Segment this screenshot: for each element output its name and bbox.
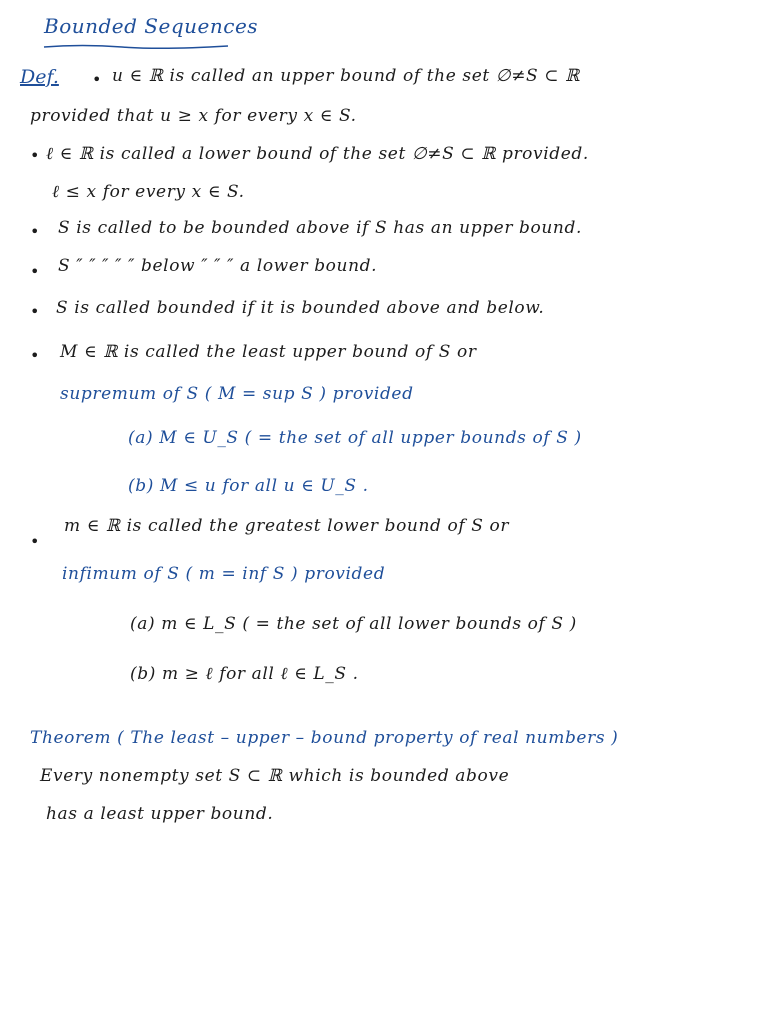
bullet-marker: • — [30, 346, 40, 365]
theorem-statement: Every nonempty set S ⊂ ℝ which is bounded above — [40, 766, 510, 786]
definition-label: Def. — [20, 66, 59, 88]
infimum-condition-a: (a) m ∈ L_S ( = the set of all lower bounds of S ) — [130, 614, 577, 634]
theorem-statement-cont: has a least upper bound. — [46, 804, 274, 824]
theorem-heading: Theorem ( The least – upper – bound property of real numbers ) — [30, 728, 619, 748]
title-underline — [42, 44, 230, 50]
def-supremum: M ∈ ℝ is called the least upper bound of S or — [60, 342, 477, 362]
def-bounded: S is called bounded if it is bounded above and below. — [56, 298, 545, 318]
def-bounded-below: S ″ ″ ″ ″ ″ below ″ ″ ″ a lower bound. — [58, 256, 378, 276]
supremum-condition-b: (b) M ≤ u for all u ∈ U_S . — [128, 476, 369, 496]
def-infimum: m ∈ ℝ is called the greatest lower bound of S or — [64, 516, 510, 536]
bullet-marker: • — [30, 222, 40, 241]
def-lower-bound-cont: ℓ ≤ x for every x ∈ S. — [52, 182, 245, 202]
def-bounded-above: S is called to be bounded above if S has an upper bound. — [58, 218, 582, 238]
bullet-marker: • — [30, 302, 40, 321]
supremum-condition-a: (a) M ∈ U_S ( = the set of all upper bounds of S ) — [128, 428, 582, 448]
page-title: Bounded Sequences — [44, 14, 259, 38]
infimum-condition-b: (b) m ≥ ℓ for all ℓ ∈ L_S . — [130, 664, 359, 684]
bullet-marker: • — [92, 70, 102, 89]
bullet-marker: • — [30, 262, 40, 281]
def-lower-bound: ℓ ∈ ℝ is called a lower bound of the set ∅≠S ⊂ ℝ provided. — [46, 144, 589, 164]
bullet-marker: • — [30, 146, 40, 165]
infimum-heading: infimum of S ( m = inf S ) provided — [62, 564, 386, 584]
bullet-marker: • — [30, 532, 40, 551]
def-upper-bound: u ∈ ℝ is called an upper bound of the set ∅≠S ⊂ ℝ — [112, 66, 580, 86]
supremum-heading: supremum of S ( M = sup S ) provided — [60, 384, 414, 404]
def-upper-bound-cont: provided that u ≥ x for every x ∈ S. — [30, 106, 357, 126]
